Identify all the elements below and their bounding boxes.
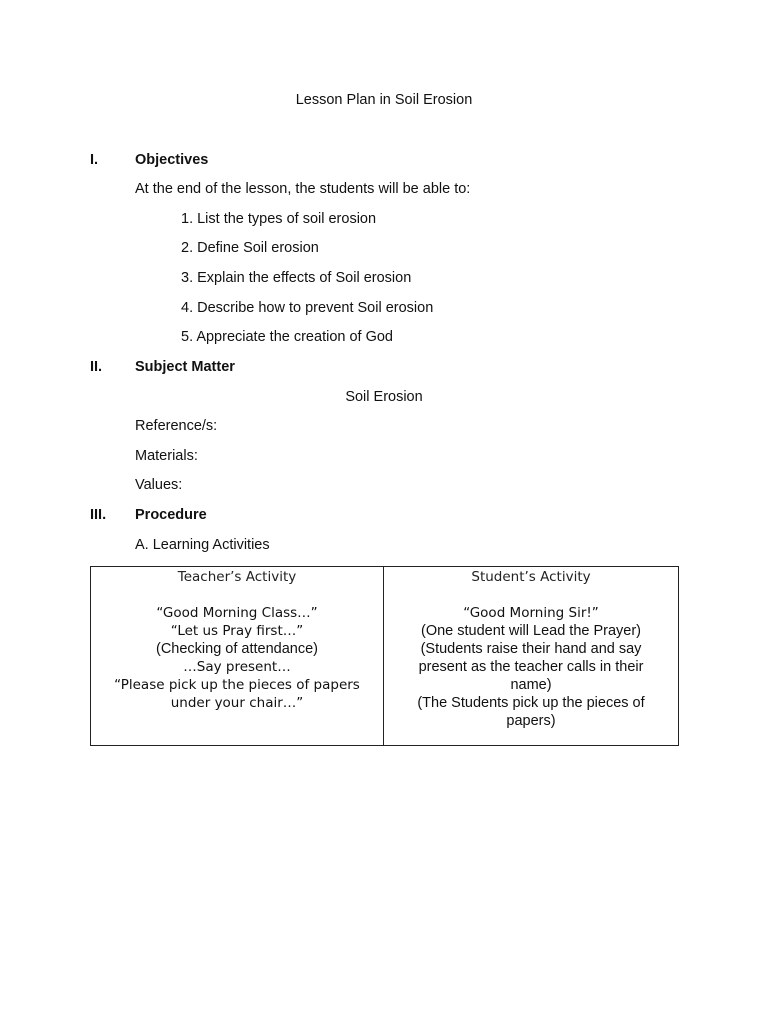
student-activity-line: present as the teacher calls in their xyxy=(418,659,644,675)
section-number-subject-matter: II. xyxy=(90,359,103,375)
objective-item: 2. Define Soil erosion xyxy=(181,240,319,256)
objectives-intro: At the end of the lesson, the students will be able to: xyxy=(135,181,471,197)
document-title: Lesson Plan in Soil Erosion xyxy=(295,92,473,108)
teacher-activity-line: “Please pick up the pieces of papers xyxy=(114,677,360,693)
learning-activities-table xyxy=(90,566,679,746)
student-activity-column xyxy=(384,567,678,745)
values-label: Values: xyxy=(135,477,183,493)
section-heading-subject-matter: Subject Matter xyxy=(135,359,235,375)
objective-item: 3. Explain the effects of Soil erosion xyxy=(181,270,412,286)
teacher-activity-line: under your chair…” xyxy=(170,695,304,711)
subject-topic: Soil Erosion xyxy=(345,389,423,405)
section-number-objectives: I. xyxy=(90,152,99,168)
student-activity-line: (One student will Lead the Prayer) xyxy=(420,623,642,639)
student-activity-line: “Good Morning Sir!” xyxy=(463,605,599,621)
teacher-activity-line: “Let us Pray first…” xyxy=(170,623,304,639)
teacher-activity-header: Teacher’s Activity xyxy=(177,569,297,585)
section-number-procedure: III. xyxy=(90,507,107,523)
teacher-activity-line: (Checking of attendance) xyxy=(155,641,318,657)
student-activity-header: Student’s Activity xyxy=(471,569,591,585)
student-activity-line: papers) xyxy=(506,713,556,729)
student-activity-line: (The Students pick up the pieces of xyxy=(417,695,645,711)
references-label: Reference/s: xyxy=(135,418,218,434)
objective-item: 1. List the types of soil erosion xyxy=(181,211,377,227)
student-activity-line: (Students raise their hand and say xyxy=(420,641,642,657)
learning-activities-label: A. Learning Activities xyxy=(135,537,270,553)
teacher-activity-line: “Good Morning Class…” xyxy=(156,605,318,621)
teacher-activity-column xyxy=(91,567,384,745)
materials-label: Materials: xyxy=(135,448,198,464)
section-heading-objectives: Objectives xyxy=(135,152,209,168)
objective-item: 4. Describe how to prevent Soil erosion xyxy=(181,300,434,316)
section-heading-procedure: Procedure xyxy=(135,507,207,523)
student-activity-line: name) xyxy=(510,677,552,693)
objective-item: 5. Appreciate the creation of God xyxy=(181,329,393,345)
teacher-activity-line: …Say present… xyxy=(183,659,291,675)
